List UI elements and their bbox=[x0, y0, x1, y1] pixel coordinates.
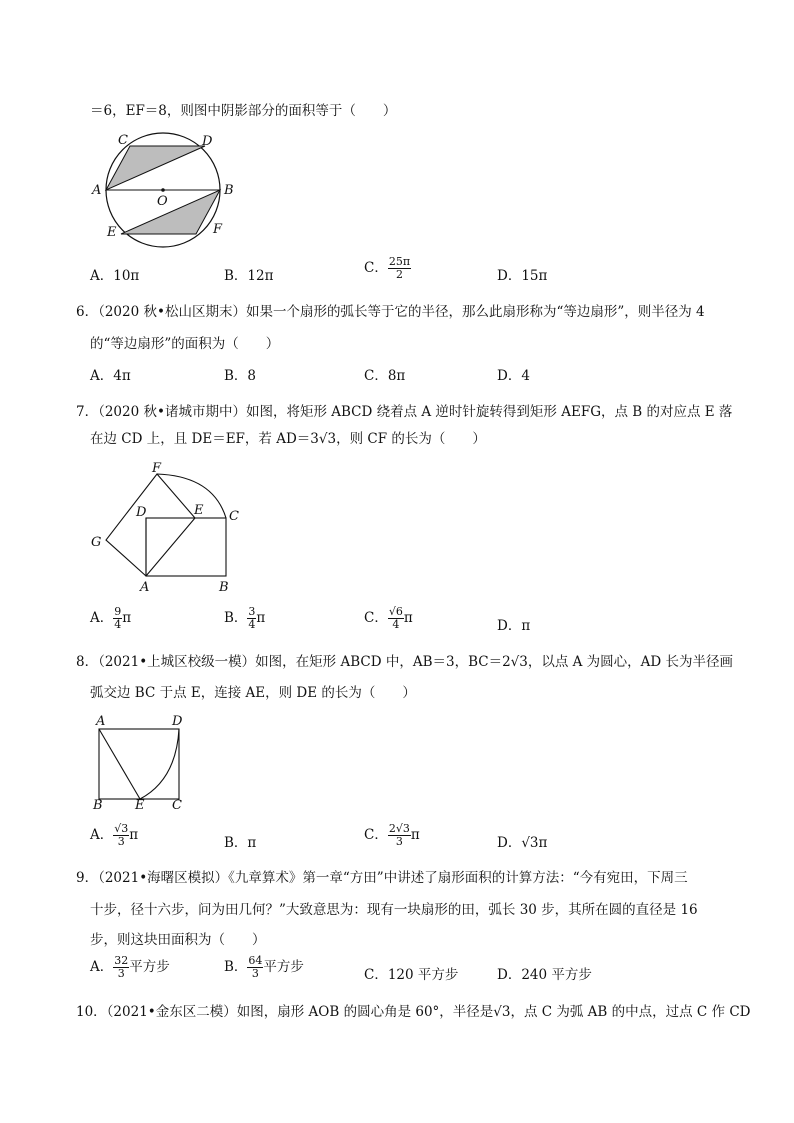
q8-line-2: 弧交边 BC 于点 E，连接 AE，则 DE 的长为（ ） bbox=[90, 685, 416, 701]
q5-option-b[interactable]: B．12π bbox=[224, 268, 274, 284]
q6-option-d[interactable]: D．4 bbox=[497, 368, 530, 384]
q7-label-G: G bbox=[91, 535, 102, 550]
q10-line-1: 10．（2021•金东区二模）如图，扇形 AOB 的圆心角是 60°，半径是√3，点 C 为弧 AB 的中点，过点 C 作 CD bbox=[76, 1004, 751, 1020]
q5-label-O: O bbox=[157, 194, 168, 209]
q8-line-1: 8．（2021•上城区校级一模）如图，在矩形 ABCD 中，AB＝3，BC＝2√3，以点 A 为圆心，AD 长为半径画 bbox=[76, 654, 734, 670]
q5-option-a[interactable]: A．10π bbox=[90, 268, 140, 284]
q7-option-c[interactable]: C． $\frac{√6}{4}$ π bbox=[364, 605, 413, 631]
q7-option-a[interactable]: A． $\frac{9}{4}$ π bbox=[90, 605, 132, 631]
q8-option-d[interactable]: D．√3π bbox=[497, 835, 548, 851]
q9-line-3: 步，则这块田面积为（ ） bbox=[90, 932, 266, 948]
q9-line-2: 十步，径十六步，问为田几何？”大致意思为：现有一块扇形的田，弧长 30 步，其所在圆的直径是 16 bbox=[90, 902, 698, 918]
q9-line-1: 9．（2021•海曙区模拟）《九章算术》第一章“方田”中讲述了扇形面积的计算方法：“今有宛田，下周三 bbox=[76, 870, 688, 886]
q8-label-B: B bbox=[93, 798, 103, 813]
q7-label-C: C bbox=[229, 509, 239, 524]
q7-figure bbox=[88, 462, 248, 597]
q5-label-B: B bbox=[224, 183, 234, 198]
q8-figure bbox=[90, 712, 200, 812]
q7-option-d[interactable]: D．π bbox=[497, 618, 531, 634]
q6-option-b[interactable]: B．8 bbox=[224, 368, 257, 384]
q7-option-b[interactable]: B． $\frac{3}{4}$ π bbox=[224, 605, 266, 631]
q5-label-F: F bbox=[213, 222, 223, 237]
q5-label-A: A bbox=[92, 183, 102, 198]
q7-label-D: D bbox=[136, 505, 147, 520]
q5-label-E: E bbox=[107, 225, 117, 240]
q5-label-D: D bbox=[202, 134, 213, 149]
q8-label-C: C bbox=[172, 798, 182, 813]
q7-line-2: 在边 CD 上，且 DE＝EF，若 AD＝3√3，则 CF 的长为（ ） bbox=[90, 431, 486, 447]
q5-option-c[interactable]: C． $\frac{25\pi}{2}$ bbox=[364, 255, 411, 281]
q7-label-E: E bbox=[194, 503, 204, 518]
q8-option-c[interactable]: C． $\frac{2√3}{3}$ π bbox=[364, 822, 420, 848]
q8-label-A: A bbox=[96, 714, 106, 729]
q7-label-A: A bbox=[140, 580, 150, 595]
q8-label-E: E bbox=[135, 798, 145, 813]
q6-option-c[interactable]: C．8π bbox=[364, 368, 406, 384]
q7-label-F: F bbox=[152, 461, 162, 476]
q5-text: ＝6，EF＝8，则图中阴影部分的面积等于（ ） bbox=[90, 103, 397, 119]
q9-option-c[interactable]: C．120 平方步 bbox=[364, 967, 459, 983]
q9-option-a[interactable]: A． $\frac{32}{3}$ 平方步 bbox=[90, 954, 170, 980]
q5-label-C: C bbox=[118, 133, 128, 148]
q8-option-b[interactable]: B．π bbox=[224, 835, 257, 851]
q5-figure bbox=[92, 130, 242, 250]
q9-option-d[interactable]: D．240 平方步 bbox=[497, 967, 592, 983]
q7-line-1: 7．（2020 秋•诸城市期中）如图，将矩形 ABCD 绕着点 A 逆时针旋转得到矩形 AEFG，点 B 的对应点 E 落 bbox=[76, 404, 733, 420]
q5-option-d[interactable]: D．15π bbox=[497, 268, 548, 284]
q6-option-a[interactable]: A．4π bbox=[90, 368, 131, 384]
q6-line-1: 6．（2020 秋•松山区期末）如果一个扇形的弧长等于它的半径，那么此扇形称为“等边扇形”，则半径为 4 bbox=[76, 304, 705, 320]
q7-label-B: B bbox=[219, 580, 229, 595]
q8-option-a[interactable]: A． $\frac{√3}{3}$ π bbox=[90, 822, 139, 848]
q8-label-D: D bbox=[172, 714, 183, 729]
q6-line-2: 的“等边扇形”的面积为（ ） bbox=[90, 336, 280, 352]
q9-option-b[interactable]: B． $\frac{64}{3}$ 平方步 bbox=[224, 954, 304, 980]
